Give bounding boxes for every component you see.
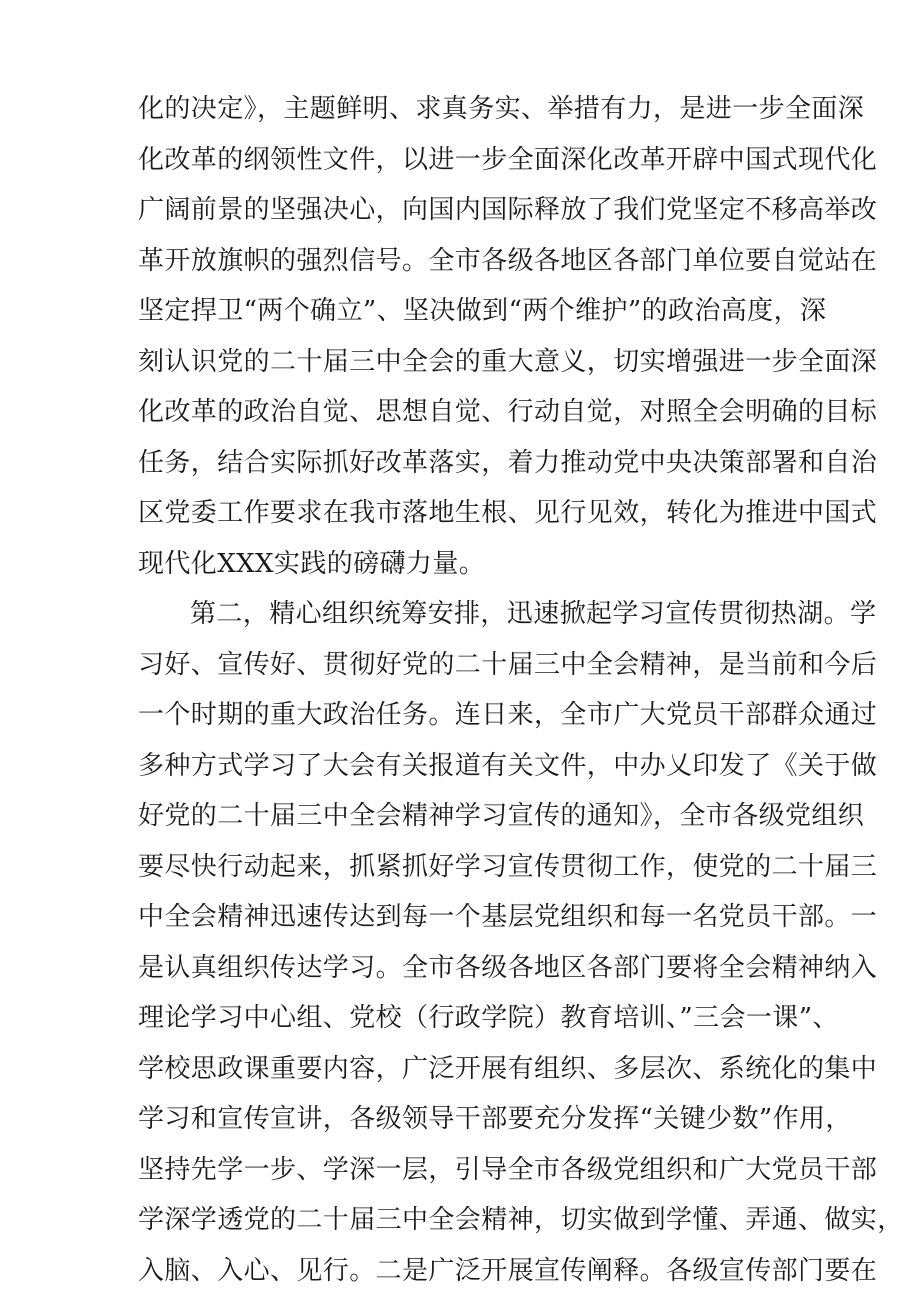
text-line: 刻认识党的二十届三中全会的重大意义，切实增强进一步全面深	[138, 346, 878, 377]
text-line: 习好、宣传好、贯彻好党的二十届三中全会精神，是当前和今后	[138, 649, 878, 680]
text-line: 多种方式学习了大会有关报道有关文件，中办乂印发了《关于做	[138, 750, 878, 781]
text-line: 好党的二十届三中全会精神学习宣传的通知》，全市各级党组织	[138, 801, 865, 831]
text-line: 坚定捍卫“两个确立”、坚决做到“两个维护”的政治高度，深	[138, 296, 827, 326]
text-line: 革开放旗帜的强烈信号。全市各级各地区各部门单位要自觉站在	[138, 245, 878, 276]
text-line: 要尽快行动起来，抓紧抓好学习宣传贯彻工作，使党的二十届三	[138, 851, 878, 882]
text-line: 是认真组织传达学习。全市各级各地区各部门要将全会精神纳入	[138, 952, 878, 983]
text-line: 区党委工作要求在我市落地生根、见行见效，转化为推进中国式	[138, 498, 878, 528]
text-line: 学深学透党的二十届三中全会精神，切实做到学懂、弄通、做实，	[138, 1205, 904, 1235]
text-line: 广阔前景的坚强决心，向国内国际释放了我们党坚定不移高举改	[138, 195, 878, 225]
text-line: 化的决定》，主题鲜明、求真务实、举措有力，是进一步全面深	[138, 94, 865, 124]
text-line: 学校思政课重要内容，广泛开展有组织、多层次、系统化的集中	[138, 1053, 878, 1084]
text-line: 现代化XXX实践的磅礴力量。	[138, 548, 486, 579]
text-line: 坚持先学一步、学深一层，引导全市各级党组织和广大党员干部	[138, 1154, 878, 1185]
paragraph-start-line: 第二，精心组织统筹安排，迅速掀起学习宣传贯彻热湖。学	[190, 599, 877, 629]
text-line: 中全会精神迅速传达到每一个基层党组织和每一名党员干部。一	[138, 902, 878, 932]
text-line: 化改革的纲领性文件，以进一步全面深化改革开辟中国式现代化	[138, 144, 878, 175]
text-line: 理论学习中心组、党校（行政学院）教育培训、”三会一课”、	[138, 1003, 839, 1033]
text-line: 入脑、入心、见行。二是广泛开展宣传阐释。各级宣传部门要在	[138, 1255, 878, 1286]
text-line: 学习和宣传宣讲，各级领导干部要充分发挥“关键少数”作用，	[138, 1104, 852, 1134]
text-line: 一个时期的重大政治任务。连日来，全市广大党员干部群众通过	[138, 700, 878, 730]
text-line: 任务，结合实际抓好改革落实，着力推动党中央决策部署和自治	[138, 447, 878, 478]
text-line: 化改革的政治自觉、思想自觉、行动自觉，对照全会明确的目标	[138, 397, 878, 427]
